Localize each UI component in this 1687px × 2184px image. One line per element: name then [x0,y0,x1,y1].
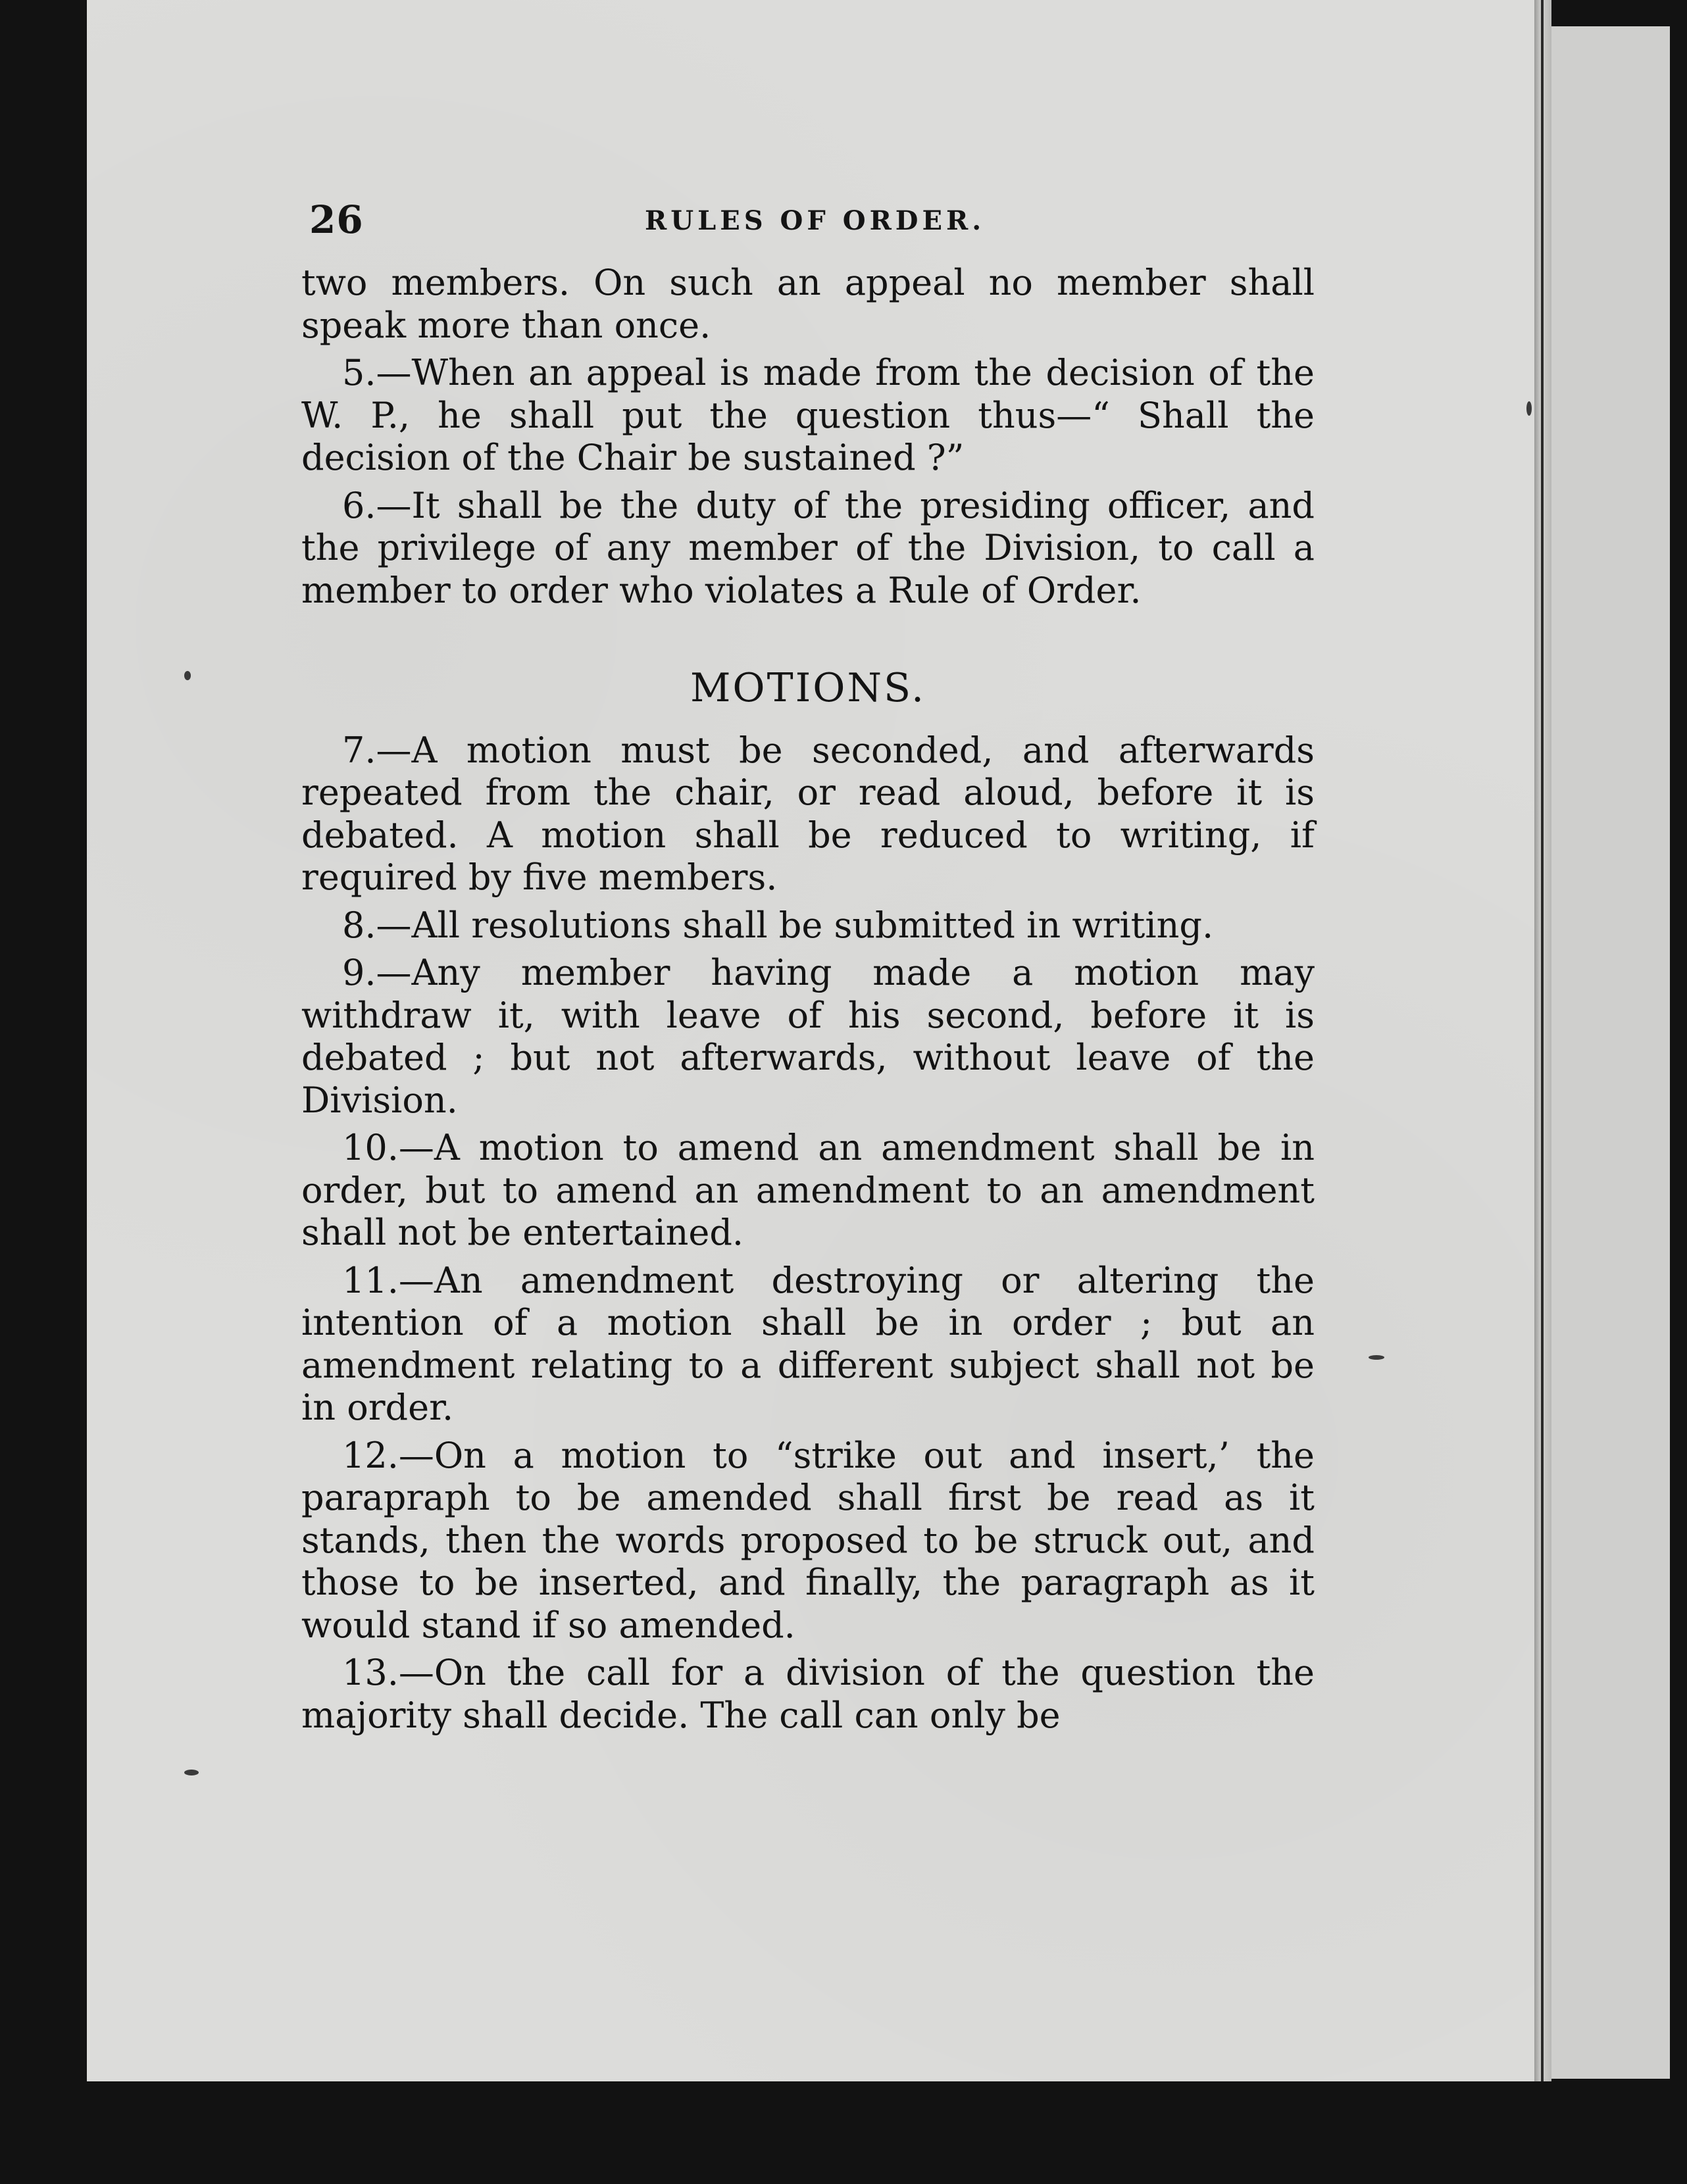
rule-paragraph: 6.—It shall be the duty of the presiding officer, and the privilege of any member of the Division, to call a member to order who violates a Rule of Order. [301,484,1315,611]
paragraph-continuation: two members. On such an appeal no member shall speak more than once. [301,262,1315,346]
body-text [301,262,1315,1742]
scan-speck [184,671,191,680]
rule-paragraph: 8.—All resolutions shall be submitted in writing. [342,904,1214,946]
rule-paragraph: 12.—On a motion to “strike out and insert,’ the parapraph to be amended shall first be read as it stands, then the words proposed to be struck out, and those to be inserted, and finally, the paragraph as it would stand if so amended. [301,1434,1315,1646]
running-head [309,197,1388,250]
rule-paragraph: 13.—On the call for a division of the question the majority shall decide. The call can only be [301,1652,1315,1736]
page-edge-line [1541,0,1544,2081]
adjacent-page-strip [1551,26,1670,2079]
section-heading: MOTIONS. [690,665,926,711]
scan-speck [184,1770,199,1775]
page-number: 26 [309,197,364,242]
rule-paragraph: 7.—A motion must be seconded, and afterwards repeated from the chair, or read aloud, before it is debated. A motion shall be reduced to writing, if required by five members. [301,729,1315,898]
rule-paragraph: 11.—An amendment destroying or altering the intention of a motion shall be in order ; but an amendment relating to a different subject shall not be in order. [301,1259,1315,1428]
rule-paragraph: 5.—When an appeal is made from the decision of the W. P., he shall put the question thus—“ Shall the decision of the Chair be sustained ?” [301,352,1315,478]
running-title: RULES OF ORDER. [645,205,986,236]
rule-paragraph: 9.—Any member having made a motion may withdraw it, with leave of his second, before it is debated ; but not afterwards, without leave of the Division. [301,952,1315,1121]
scan-speck [1369,1355,1384,1360]
scan-speck [1526,401,1532,416]
rule-paragraph: 10.—A motion to amend an amendment shall be in order, but to amend an amendment to an amendment shall not be entertained. [301,1127,1315,1253]
